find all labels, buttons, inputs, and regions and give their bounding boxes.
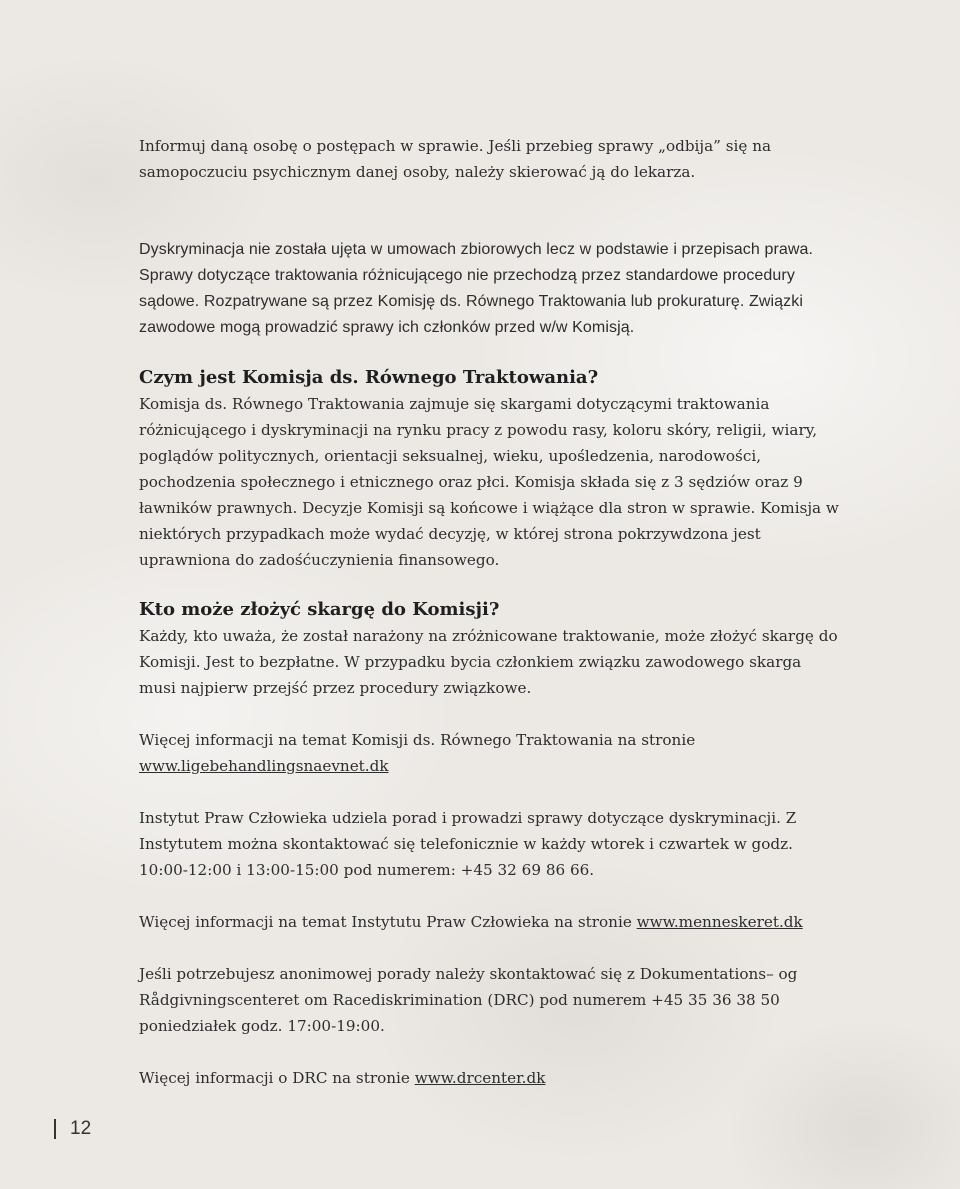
section-heading-commission: Czym jest Komisja ds. Równego Traktowania?: [139, 367, 599, 388]
commission-info-text: Więcej informacji na temat Komisji ds. Równego Traktowania na stronie: [139, 731, 696, 749]
institute-info-text: Więcej informacji na temat Instytutu Praw Człowieka na stronie: [139, 913, 632, 931]
commission-info-paragraph: [139, 727, 839, 779]
section-heading-complaint: Kto może złożyć skargę do Komisji?: [139, 599, 500, 620]
page-number: [54, 1118, 91, 1140]
drc-info-text: Więcej informacji o DRC na stronie: [139, 1069, 410, 1087]
institute-website-link[interactable]: www.menneskeret.dk: [636, 913, 803, 931]
page-number-value: 12: [70, 1118, 92, 1139]
commission-description: Komisja ds. Równego Traktowania zajmuje się skargami dotyczącymi traktowania różnicującego i dyskryminacji na rynku pracy z powodu rasy, koloru skóry, religii, wiary, poglądów politycznych, orientacji seksualnej, wieku, upośledzenia, narodowości, pochodzenia społecznego i etnicznego oraz płci. Komisja składa się z 3 sędziów oraz 9 ławników prawnych. Decyzje Komisji są końcowe i wiążące dla stron w sprawie. Komisja w niektórych przypadkach może wydać decyzję, w której strona pokrzywdzona jest uprawniona do zadośćuczynienia finansowego.: [139, 395, 839, 569]
page-content: [139, 133, 839, 1091]
discrimination-paragraph: Dyskryminacja nie została ujęta w umowach zbiorowych lecz w podstawie i przepisach prawa. Sprawy dotyczące traktowania różnicującego nie przechodzą przez standardowe procedury sądowe. Rozpatrywane są przez Komisję ds. Równego Traktowania lub prokuraturę. Związki zawodowe mogą prowadzić sprawy ich członków przed w/w Komisją.: [139, 241, 814, 336]
drc-website-link[interactable]: www.drcenter.dk: [414, 1069, 546, 1087]
drc-paragraph: Jeśli potrzebujesz anonimowej porady należy skontaktować się z Dokumentations– og Rådgivningscenteret om Racediskrimination (DRC) pod numerem +45 35 36 38 50 poniedziałek godz. 17:00-19:00.: [139, 965, 798, 1035]
page-number-bar: [54, 1119, 56, 1139]
commission-website-link[interactable]: www.ligebehandlingsnaevnet.dk: [139, 757, 389, 775]
institute-info-paragraph: [139, 909, 839, 935]
institute-paragraph: Instytut Praw Człowieka udziela porad i prowadzi sprawy dotyczące dyskryminacji. Z Instytutem można skontaktować się telefonicznie w każdy wtorek i czwartek w godz. 10:00-12:00 i 13:00-15:00 pod numerem: +45 32 69 86 66.: [139, 809, 797, 879]
intro-paragraph: Informuj daną osobę o postępach w sprawie. Jeśli przebieg sprawy „odbija” się na samopoczuciu psychicznym danej osoby, należy skierować ją do lekarza.: [139, 137, 772, 181]
complaint-description: Każdy, kto uważa, że został narażony na zróżnicowane traktowanie, może złożyć skargę do Komisji. Jest to bezpłatne. W przypadku bycia członkiem związku zawodowego skarga musi najpierw przejść przez procedury związkowe.: [139, 627, 838, 697]
drc-info-paragraph: [139, 1065, 839, 1091]
